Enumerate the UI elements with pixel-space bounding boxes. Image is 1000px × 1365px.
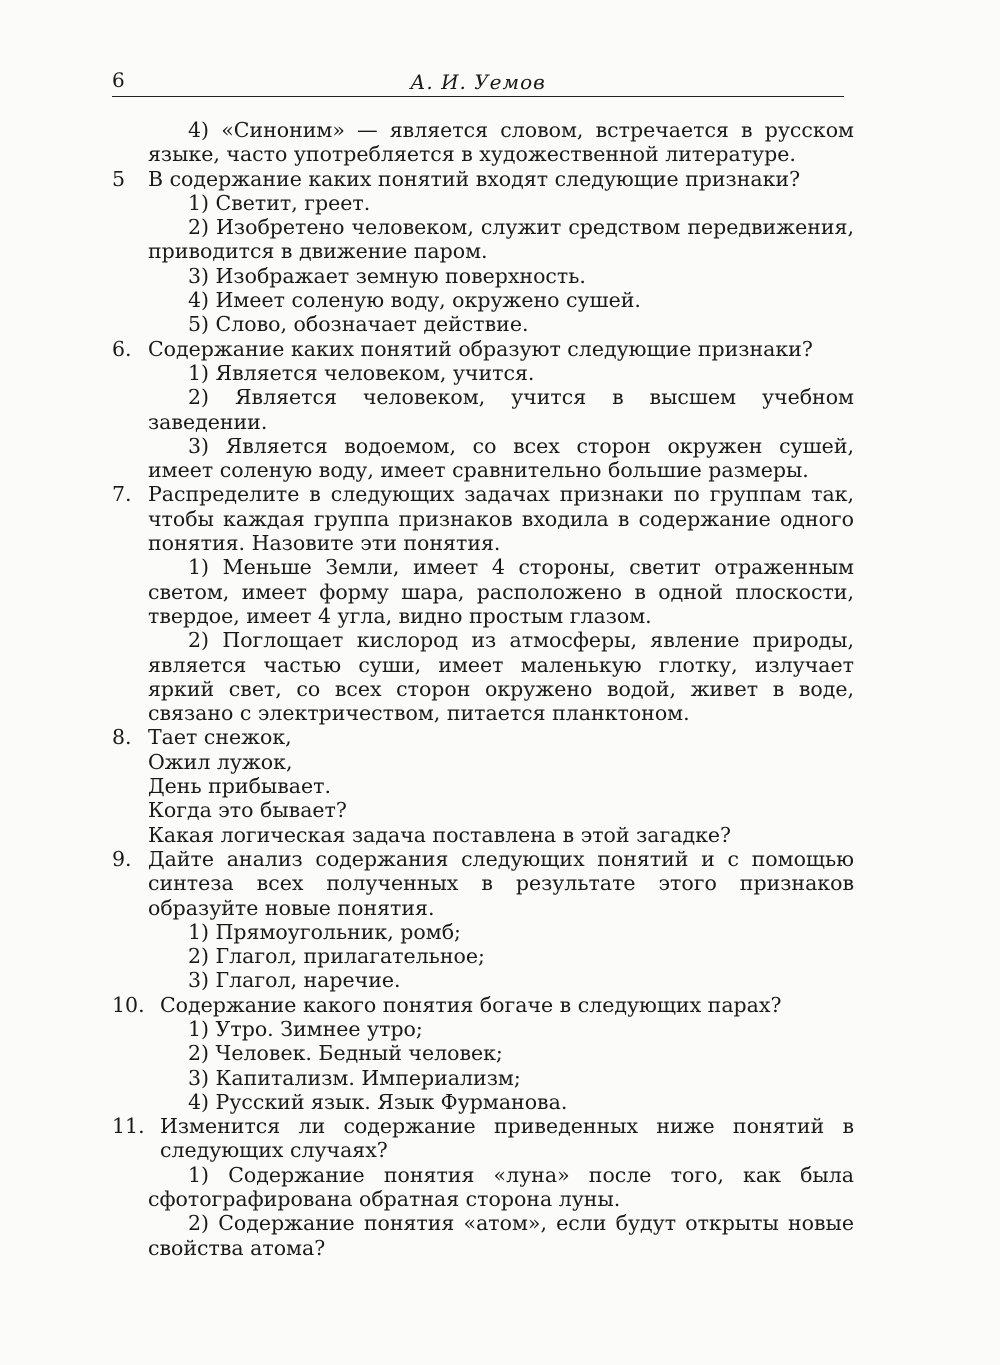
sub-item: 4) Русский язык. Язык Фурманова. — [188, 1089, 568, 1114]
sub-item: 1) Содержание понятия «луна» после того, как была сфотографирована обратная сторона луны. — [148, 1162, 854, 1212]
exercise-number: 11. — [112, 1114, 145, 1139]
exercise-item — [112, 725, 854, 749]
exercise-item — [112, 1114, 854, 1163]
exercise-text: Изменится ли содержание приведенных ниже понятий в следующих случаях? — [160, 1114, 854, 1163]
exercise-number: 8. — [112, 725, 132, 750]
sub-item: 2) Содержание понятия «атом», если будут открыты новые свойства атома? — [148, 1211, 854, 1260]
sub-item: 5) Слово, обозначает действие. — [188, 312, 529, 337]
page-header — [112, 68, 844, 97]
sub-item: 2) Изобретено человеком, служит средством передвижения, приводится в движение паром. — [148, 215, 854, 264]
exercise-item — [112, 337, 854, 361]
sub-item: 3) Капитализм. Империализм; — [188, 1065, 521, 1090]
exercise-item — [112, 847, 854, 920]
sub-item: 3) Является водоемом, со всех сторон окружен сушей, имеет соленую воду, имеет сравнительно большие размеры. — [148, 433, 854, 483]
running-head-author: А. И. Уемов — [410, 70, 546, 94]
page-number: 6 — [112, 68, 125, 92]
sub-item: 1) Светит, греет. — [188, 190, 371, 215]
sub-item: 3) Глагол, наречие. — [188, 968, 401, 993]
exercise-number: 7. — [112, 482, 132, 507]
exercise-item — [112, 167, 854, 191]
sub-item: 2) Поглощает кислород из атмосферы, явление природы, является частью суши, имеет маленькую глотку, излучает яркий свет, со всех сторон окружено водой, живет в воде, связано с электричеством, питается планктоном. — [148, 628, 854, 726]
sub-item: 1) Является человеком, учится. — [188, 360, 535, 385]
sub-item: 3) Изображает земную поверхность. — [188, 263, 586, 288]
sub-item: 1) Прямоугольник, ромб; — [188, 919, 461, 944]
page-body — [112, 118, 854, 1260]
sub-item: 2) Является человеком, учится в высшем учебном заведении. — [148, 385, 854, 434]
exercise-number: 9. — [112, 846, 132, 871]
exercise-number: 6. — [112, 336, 132, 361]
sub-item: 4) Имеет соленую воду, окружено сушей. — [188, 288, 641, 313]
riddle-line: Ожил лужок, — [148, 749, 293, 774]
sub-item: 2) Глагол, прилагательное; — [188, 944, 485, 969]
exercise-text: Содержание каких понятий образуют следующие признаки? — [148, 336, 813, 361]
riddle-line: Когда это бывает? — [148, 798, 347, 823]
exercise-item — [112, 993, 854, 1017]
sub-item: 1) Меньше Земли, имеет 4 стороны, светит отраженным светом, имеет форму шара, расположено в одной плоскости, твердое, имеет 4 угла, видно простым глазом. — [148, 555, 854, 628]
sub-item: 1) Утро. Зимнее утро; — [188, 1016, 423, 1041]
riddle-line: День прибывает. — [148, 774, 331, 799]
exercise-number: 5 — [112, 166, 126, 191]
exercise-text: Содержание какого понятия богаче в следующих парах? — [160, 992, 782, 1017]
sub-item: 2) Человек. Бедный человек; — [188, 1041, 503, 1066]
exercise-text: Дайте анализ содержания следующих понятий и с помощью синтеза всех полученных в результате этого признаков образуйте новые понятия. — [148, 846, 854, 920]
riddle-line: Какая логическая задача поставлена в этой загадке? — [148, 822, 731, 847]
exercise-number: 10. — [112, 992, 145, 1017]
exercise-text: В содержание каких понятий входят следующие признаки? — [148, 166, 801, 191]
sub-item: 4) «Синоним» — является словом, встречается в русском языке, часто употребляется в художественной литературе. — [148, 118, 854, 167]
exercise-text: Тает снежок, — [148, 725, 292, 750]
exercise-item — [112, 482, 854, 555]
exercise-text: Распределите в следующих задачах признаки по группам так, чтобы каждая группа признаков входила в содержание одного понятия. Назовите эти понятия. — [148, 482, 854, 556]
